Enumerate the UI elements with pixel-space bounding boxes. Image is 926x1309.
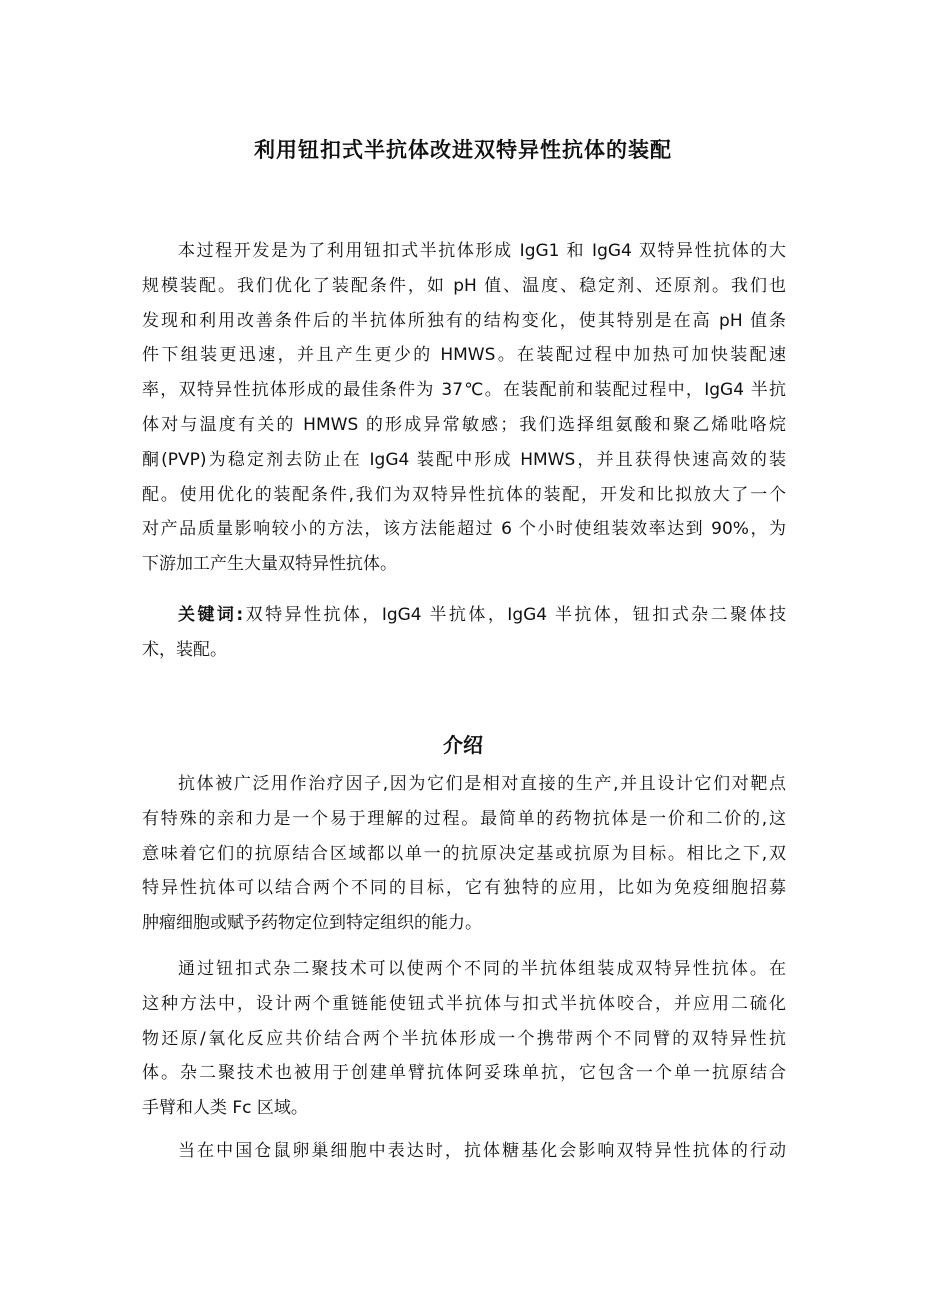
paragraph-line: 手臂和人类 Fc 区域。 — [142, 1098, 308, 1119]
paragraph-line: 有特殊的亲和力是一个易于理解的过程。最简单的药物抗体是一价和二价的,这 — [142, 808, 786, 829]
paragraph-line: 当在中国仓鼠卵巢细胞中表达时，抗体糖基化会影响双特异性抗体的行动 — [178, 1141, 786, 1161]
abstract-line: 件下组装更迅速，并且产生更少的 HMWS。在装配过程中加热可加快装配速 — [142, 345, 786, 366]
paragraph-line: 特异性抗体可以结合两个不同的目标，它有独特的应用，比如为免疫细胞招募 — [142, 878, 786, 899]
keywords-paragraph — [142, 598, 786, 668]
abstract-line: 下游加工产生大量双特异性抗体。 — [142, 554, 397, 575]
paragraph-line: 这种方法中，设计两个重链能使钮式半抗体与扣式半抗体咬合，并应用二硫化 — [142, 993, 786, 1014]
paragraph-line: 体。杂二聚技术也被用于创建单臂抗体阿妥珠单抗，它包含一个单一抗原结合 — [142, 1063, 786, 1084]
paragraph-line: 物还原/氧化反应共价结合两个半抗体形成一个携带两个不同臂的双特异性抗 — [142, 1028, 786, 1049]
paragraph-line: 意味着它们的抗原结合区域都以单一的抗原决定基或抗原为目标。相比之下,双 — [142, 843, 786, 864]
intro-paragraph-3 — [142, 1134, 786, 1169]
section-heading-introduction: 介绍 — [443, 733, 483, 757]
keywords-text: 双特异性抗体，IgG4 半抗体，IgG4 半抗体，钮扣式杂二聚体技 — [243, 605, 786, 625]
keywords-line: 术，装配。 — [142, 639, 227, 660]
abstract-line: 对产品质量影响较小的方法，该方法能超过 6 个小时使组装效率达到 90%，为 — [142, 519, 786, 540]
abstract-line: 发现和利用改善条件后的半抗体所独有的结构变化，使其特别是在高 pH 值条 — [142, 310, 786, 331]
paragraph-line: 肿瘤细胞或赋予药物定位到特定组织的能力。 — [142, 913, 482, 934]
abstract-line: 配。使用优化的装配条件,我们为双特异性抗体的装配，开发和比拟放大了一个 — [142, 484, 786, 505]
keywords-label: 关键词: — [178, 605, 244, 625]
abstract-line: 规模装配。我们优化了装配条件，如 pH 值、温度、稳定剂、还原剂。我们也 — [142, 275, 786, 296]
abstract-paragraph — [142, 234, 786, 582]
abstract-line: 率，双特异性抗体形成的最佳条件为 37℃。在装配前和装配过程中，IgG4 半抗 — [142, 380, 786, 401]
abstract-line: 体对与温度有关的 HMWS 的形成异常敏感；我们选择组氨酸和聚乙烯吡咯烷 — [142, 414, 786, 435]
abstract-line: 酮(PVP)为稳定剂去防止在 IgG4 装配中形成 HMWS，并且获得快速高效的装 — [142, 449, 786, 470]
document-title: 利用钮扣式半抗体改进双特异性抗体的装配 — [254, 138, 672, 162]
intro-paragraph-2 — [142, 952, 786, 1126]
intro-paragraph-1 — [142, 767, 786, 941]
paragraph-line: 通过钮扣式杂二聚技术可以使两个不同的半抗体组装成双特异性抗体。在 — [178, 959, 786, 979]
abstract-line: 本过程开发是为了利用钮扣式半抗体形成 IgG1 和 IgG4 双特异性抗体的大 — [178, 241, 786, 261]
keywords-line — [142, 598, 786, 633]
paragraph-line: 抗体被广泛用作治疗因子,因为它们是相对直接的生产,并且设计它们对靶点 — [178, 774, 786, 794]
